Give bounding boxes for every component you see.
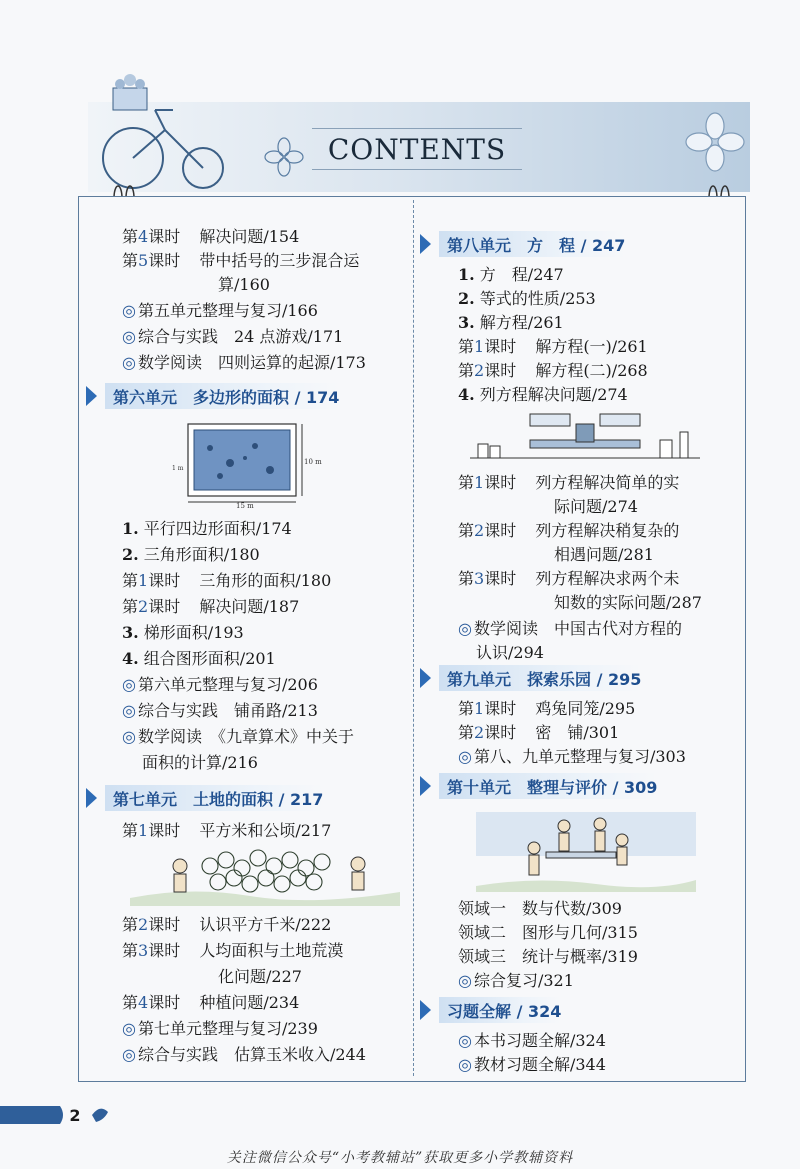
arrow-icon: [420, 776, 431, 796]
toc-entry[interactable]: ◎ 综合与实践 24 点游戏/171: [122, 327, 344, 346]
land-planting-illustration: [130, 846, 400, 906]
unit-heading[interactable]: 第六单元 多边形的面积 / 174: [86, 382, 406, 410]
toc-entry-continued: 际问题/274: [554, 497, 638, 516]
bullet-icon: ◎: [122, 701, 136, 720]
toc-entry[interactable]: 2. 三角形面积/180: [122, 545, 260, 564]
toc-entry[interactable]: ◎ 数学阅读 中国古代对方程的: [458, 619, 682, 638]
toc-entry[interactable]: 第1课时 列方程解决简单的实: [458, 473, 680, 492]
balance-scale-illustration: [470, 404, 700, 460]
bottom-label: 15 m: [236, 502, 254, 510]
toc-entry[interactable]: 领域二 图形与几何/315: [458, 923, 638, 942]
footer-decoration: [0, 1102, 800, 1128]
toc-entry[interactable]: ◎ 综合复习/321: [458, 971, 574, 990]
toc-entry-continued: 算/160: [218, 275, 270, 294]
toc-entry[interactable]: 第5课时 带中括号的三步混合运: [122, 251, 360, 270]
toc-entry[interactable]: 第2课时 解决问题/187: [122, 597, 300, 616]
toc-entry[interactable]: 第4课时 种植问题/234: [122, 993, 300, 1012]
flower-icon: [685, 112, 745, 172]
toc-entry[interactable]: 1. 平行四边形面积/174: [122, 519, 292, 538]
arrow-icon: [420, 1000, 431, 1020]
page-number: 2: [69, 1105, 81, 1125]
toc-entry[interactable]: ◎ 第五单元整理与复习/166: [122, 301, 318, 320]
unit-heading[interactable]: 第十单元 整理与评价 / 309: [420, 772, 736, 800]
toc-entry[interactable]: ◎ 第六单元整理与复习/206: [122, 675, 318, 694]
side-label: 10 m: [304, 458, 322, 466]
toc-entry[interactable]: ◎ 数学阅读 《九章算术》中关于: [122, 727, 354, 746]
toc-entry[interactable]: ◎ 综合与实践 估算玉米收入/244: [122, 1045, 366, 1064]
park-pond-illustration: [170, 418, 322, 510]
toc-entry[interactable]: ◎ 数学阅读 四则运算的起源/173: [122, 353, 366, 372]
toc-entry[interactable]: 4. 组合图形面积/201: [122, 649, 276, 668]
toc-entry[interactable]: 领域一 数与代数/309: [458, 899, 622, 918]
bullet-icon: ◎: [458, 1031, 472, 1050]
toc-entry-continued: 知数的实际问题/287: [554, 593, 702, 612]
toc-entry[interactable]: 第1课时 鸡兔同笼/295: [458, 699, 636, 718]
toc-entry[interactable]: ◎ 本书习题全解/324: [458, 1031, 606, 1050]
toc-entry[interactable]: 第4课时 解决问题/154: [122, 227, 300, 246]
bullet-icon: ◎: [458, 1055, 472, 1074]
unit-heading[interactable]: 第八单元 方 程 / 247: [420, 230, 736, 258]
page-title: CONTENTS: [327, 132, 507, 166]
arrow-icon: [420, 234, 431, 254]
arrow-icon: [86, 788, 97, 808]
unit-heading[interactable]: 第七单元 土地的面积 / 217: [86, 784, 406, 812]
bullet-icon: ◎: [122, 301, 136, 320]
toc-entry-continued: 化问题/227: [218, 967, 302, 986]
toc-entry-continued: 面积的计算/216: [142, 753, 258, 772]
toc-entry[interactable]: ◎ 教材习题全解/344: [458, 1055, 606, 1074]
bullet-icon: ◎: [122, 727, 136, 746]
arrow-icon: [420, 668, 431, 688]
bullet-icon: ◎: [122, 1045, 136, 1064]
left-label: 1 m: [172, 465, 184, 472]
column-divider: [413, 200, 414, 1076]
flower-icon: [262, 135, 306, 179]
toc-entry[interactable]: 领域三 统计与概率/319: [458, 947, 638, 966]
toc-entry-continued: 相遇问题/281: [554, 545, 654, 564]
unit-heading[interactable]: 第九单元 探索乐园 / 295: [420, 664, 736, 692]
toc-entry[interactable]: 第3课时 人均面积与土地荒漠: [122, 941, 344, 960]
unit-heading[interactable]: 习题全解 / 324: [420, 996, 736, 1024]
toc-entry[interactable]: 第1课时 解方程(一)/261: [458, 337, 648, 356]
toc-entry[interactable]: 第1课时 三角形的面积/180: [122, 571, 332, 590]
bullet-icon: ◎: [122, 327, 136, 346]
toc-entry[interactable]: 3. 解方程/261: [458, 313, 564, 332]
toc-entry[interactable]: 第2课时 密 铺/301: [458, 723, 620, 742]
toc-entry[interactable]: ◎ 综合与实践 铺甬路/213: [122, 701, 318, 720]
bullet-icon: ◎: [458, 971, 472, 990]
bullet-icon: ◎: [458, 747, 472, 766]
toc-entry[interactable]: 2. 等式的性质/253: [458, 289, 596, 308]
toc-entry[interactable]: ◎ 第八、九单元整理与复习/303: [458, 747, 686, 766]
toc-entry[interactable]: 第3课时 列方程解决求两个未: [458, 569, 680, 588]
bullet-icon: ◎: [458, 619, 472, 638]
toc-entry[interactable]: ◎ 第七单元整理与复习/239: [122, 1019, 318, 1038]
toc-entry[interactable]: 1. 方 程/247: [458, 265, 564, 284]
toc-entry[interactable]: 第2课时 解方程(二)/268: [458, 361, 648, 380]
footer-note: 关注微信公众号“小考教辅站”获取更多小学教辅资料: [226, 1150, 574, 1166]
toc-entry[interactable]: 第1课时 平方米和公顷/217: [122, 821, 332, 840]
toc-entry[interactable]: 4. 列方程解决问题/274: [458, 385, 628, 404]
arrow-icon: [86, 386, 97, 406]
bullet-icon: ◎: [122, 353, 136, 372]
contents-title-box: [312, 128, 522, 170]
toc-entry[interactable]: 第2课时 列方程解决稍复杂的: [458, 521, 680, 540]
classroom-illustration: [476, 806, 696, 892]
toc-entry[interactable]: 3. 梯形面积/193: [122, 623, 244, 642]
bullet-icon: ◎: [122, 1019, 136, 1038]
bullet-icon: ◎: [122, 675, 136, 694]
toc-entry[interactable]: 第2课时 认识平方千米/222: [122, 915, 332, 934]
toc-entry-continued: 认识/294: [476, 643, 544, 662]
